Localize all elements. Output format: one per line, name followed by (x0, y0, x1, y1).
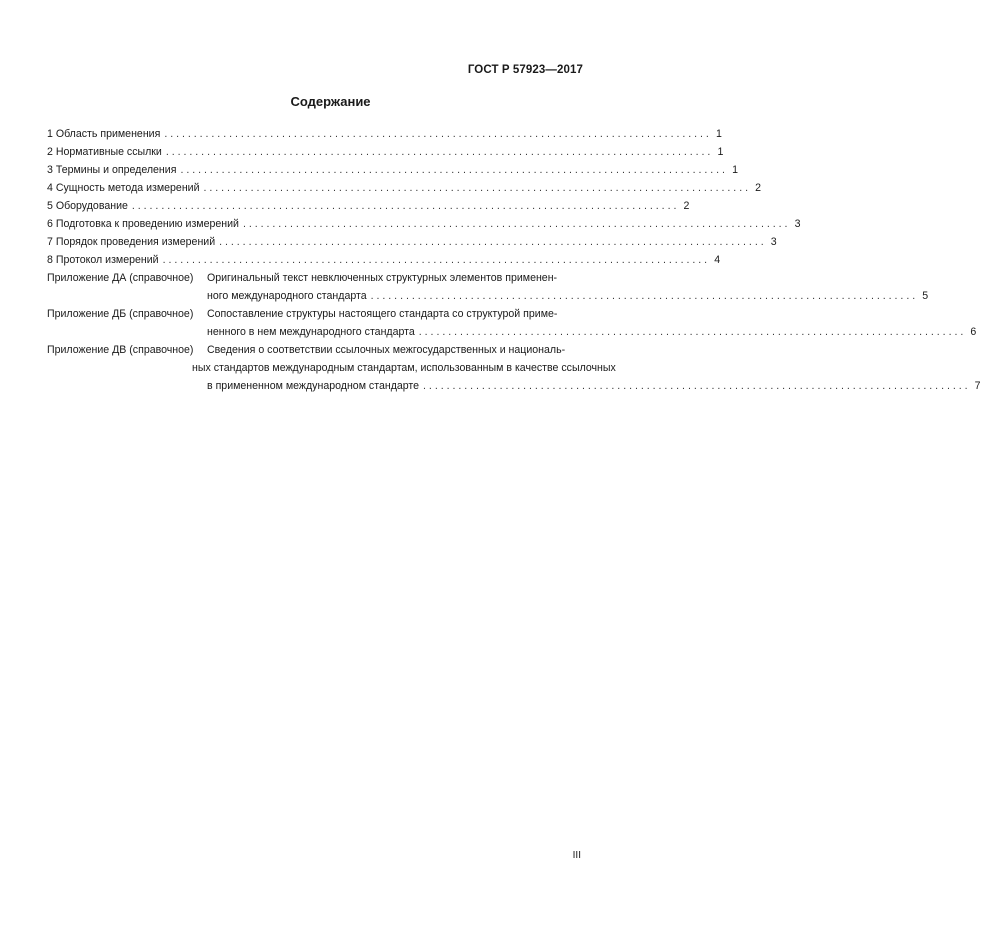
annex-description (207, 270, 928, 306)
annex-label: Приложение ДБ (справочное) (47, 307, 194, 320)
dot-leader (419, 324, 964, 342)
annex-text-line: Сопоставление структуры настоящего стандарта со структурой приме- (207, 307, 558, 320)
toc-entry[interactable] (47, 234, 777, 252)
toc-annex-entry[interactable] (47, 306, 977, 342)
toc-entry-page: 3 (770, 236, 777, 248)
toc-entry-page: 4 (714, 254, 721, 266)
dot-leader (219, 234, 764, 252)
dot-leader (423, 378, 968, 396)
dot-leader (204, 180, 749, 198)
toc-entry-page: 1 (717, 146, 724, 158)
annex-text-line: Оригинальный текст невключенных структурных элементов применен- (207, 272, 558, 284)
dot-leader (243, 216, 788, 234)
dot-leader (180, 162, 725, 180)
annex-label: Приложение ДА (справочное) (47, 272, 194, 284)
toc-entry-page: 1 (732, 164, 738, 176)
toc-entry-text: 6 Подготовка к проведению измерений (47, 218, 239, 230)
toc-entry-page: 2 (683, 200, 690, 212)
toc-entry-text: 5 Оборудование (47, 200, 128, 212)
toc-entry-page: 2 (755, 182, 762, 194)
annex-label: Приложение ДВ (справочное) (47, 343, 194, 356)
toc-entry[interactable] (47, 162, 738, 180)
annex-text-line: ных стандартов международным стандартам, использованным в качестве ссылочных (192, 361, 616, 374)
toc-entry[interactable] (47, 216, 801, 234)
dot-leader (164, 126, 709, 144)
dot-leader (132, 198, 677, 216)
annex-description (207, 306, 976, 342)
toc-entry-text: 3 Термины и определения (47, 164, 177, 176)
annex-text-line: ненного в нем международного стандарта (207, 325, 415, 338)
document-code: ГОСТ Р 57923—2017 (467, 64, 583, 76)
toc-annex-entry[interactable] (47, 270, 929, 306)
annex-last-line (207, 288, 928, 306)
dot-leader (371, 288, 916, 306)
toc-entry-page: 5 (922, 289, 929, 302)
toc-entry-text: 8 Протокол измерений (47, 254, 159, 266)
toc-entry-page: 6 (970, 325, 977, 338)
toc-title: Содержание (290, 94, 371, 109)
table-of-contents (47, 126, 981, 396)
annex-last-line (207, 378, 981, 396)
toc-entry-page: 1 (715, 128, 722, 140)
dot-leader (166, 144, 711, 162)
toc-entry[interactable] (47, 198, 690, 216)
annex-description (192, 342, 981, 396)
annex-text-line: Сведения о соответствии ссылочных межгосударственных и националь- (207, 343, 566, 356)
annex-last-line (207, 324, 976, 342)
page-number: III (572, 850, 581, 861)
toc-entry-text: 2 Нормативные ссылки (47, 146, 162, 158)
toc-entry[interactable] (47, 180, 762, 198)
annex-text-line: ного международного стандарта (207, 289, 367, 302)
toc-entry-text: 1 Область применения (47, 128, 161, 140)
toc-entry-text: 4 Сущность метода измерений (47, 182, 200, 194)
toc-entry-page: 3 (794, 218, 801, 230)
toc-entry[interactable] (47, 126, 722, 144)
dot-leader (163, 252, 708, 270)
annex-text-line: в примененном международном стандарте (207, 379, 420, 392)
toc-entry[interactable] (47, 144, 724, 162)
toc-entry-text: 7 Порядок проведения измерений (47, 236, 216, 248)
toc-entry-page: 7 (974, 379, 981, 392)
toc-annex-entry[interactable] (47, 342, 981, 396)
toc-entry[interactable] (47, 252, 721, 270)
